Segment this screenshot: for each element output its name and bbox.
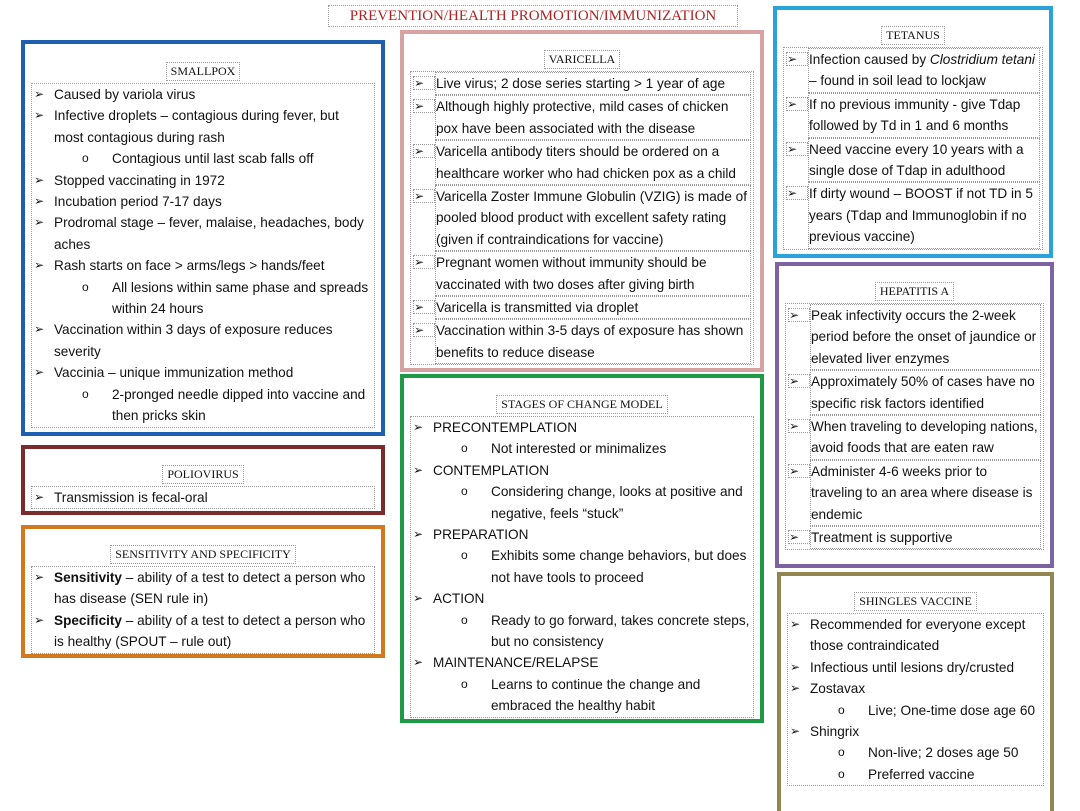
arrow-bullet-icon: ➢ <box>34 322 45 337</box>
sub-list-item-text: Considering change, looks at positive and negative, feels “stuck” <box>491 484 743 521</box>
arrow-bullet-icon: ➢ <box>413 300 435 314</box>
sub-list-item <box>413 674 751 717</box>
sub-list-item <box>34 148 372 169</box>
tetanus-list <box>783 47 1043 250</box>
sub-list-item <box>790 700 1041 721</box>
list-item-text: Infective droplets – contagious during fever, but most contagious during rash <box>54 108 339 145</box>
list-item-text: If no previous immunity - give Tdap followed by Td in 1 and 6 months <box>808 93 1040 138</box>
term-definition: – ability of a test to detect a person who has disease (SEN rule in) <box>54 570 366 607</box>
arrow-bullet-icon: ➢ <box>34 172 45 187</box>
list-item-text: Treatment is supportive <box>810 526 1041 549</box>
list-item <box>413 72 751 95</box>
arrow-bullet-icon: ➢ <box>34 258 45 273</box>
hepatitis-heading: HEPATITIS A <box>875 282 954 301</box>
poliovirus-box <box>21 445 385 515</box>
list-item <box>788 370 1041 415</box>
list-item <box>34 610 372 653</box>
list-item-text <box>54 610 372 653</box>
sub-list-item-text: Live; One-time dose age 60 <box>868 702 1036 718</box>
arrow-bullet-icon: ➢ <box>34 570 45 584</box>
list-item <box>786 138 1040 183</box>
arrow-bullet-icon: ➢ <box>790 724 801 739</box>
arrow-bullet-icon: ➢ <box>34 108 45 123</box>
sub-list-item <box>413 438 751 459</box>
arrow-bullet-icon: ➢ <box>413 255 435 269</box>
circle-bullet-icon: o <box>82 386 89 401</box>
list-item-text: Administer 4-6 weeks prior to traveling to an area where disease is endemic <box>810 460 1041 526</box>
varicella-heading: VARICELLA <box>544 50 620 69</box>
circle-bullet-icon: o <box>838 745 845 760</box>
list-item <box>786 48 1040 93</box>
list-item <box>413 296 751 319</box>
sub-list-item <box>413 481 751 524</box>
text-suffix: – found in soil lead to lockjaw <box>809 73 986 89</box>
arrow-bullet-icon: ➢ <box>788 464 810 478</box>
list-item-text: Vaccination within 3 days of exposure reduces severity <box>54 322 333 359</box>
list-item <box>413 652 751 673</box>
varicella-box <box>400 30 764 372</box>
list-item <box>413 588 751 609</box>
list-item-text <box>808 48 1040 93</box>
arrow-bullet-icon: ➢ <box>788 530 810 544</box>
sub-list-item-text: 2-pronged needle dipped into vaccine and then pricks skin <box>112 386 366 424</box>
sub-list-item-text: Ready to go forward, takes concrete steps, but no consistency <box>491 612 750 650</box>
list-item <box>413 251 751 296</box>
arrow-bullet-icon: ➢ <box>413 591 424 606</box>
list-item-text: ACTION <box>433 591 485 607</box>
list-item <box>788 460 1041 526</box>
stages-list <box>410 416 754 718</box>
list-item-text: Varicella Zoster Immune Globulin (VZIG) is made of pooled blood product with excellent safety rating (given if contraindications for vaccine) <box>435 185 751 251</box>
shingles-list <box>787 613 1044 786</box>
term-label: Specificity <box>54 612 122 628</box>
page-title: PREVENTION/HEALTH PROMOTION/IMMUNIZATION <box>328 5 738 27</box>
sub-list-item <box>413 545 751 588</box>
arrow-bullet-icon: ➢ <box>786 186 808 200</box>
list-item-text: Infectious until lesions dry/crusted <box>810 659 1015 675</box>
list-item <box>790 678 1041 699</box>
arrow-bullet-icon: ➢ <box>786 52 808 66</box>
arrow-bullet-icon: ➢ <box>786 97 808 111</box>
list-item-text: Transmission is fecal-oral <box>54 490 208 505</box>
arrow-bullet-icon: ➢ <box>413 76 435 90</box>
sensitivity-list <box>31 566 375 654</box>
shingles-box <box>777 572 1054 811</box>
list-item <box>34 319 372 362</box>
list-item-text: Pregnant women without immunity should be vaccinated with two doses after giving birth <box>435 251 751 296</box>
sub-list-item <box>790 764 1041 785</box>
smallpox-box <box>21 40 385 436</box>
sub-list-item-text: All lesions within same phase and spreads within 24 hours <box>112 279 369 317</box>
list-item <box>413 140 751 185</box>
text-prefix: Infection caused by <box>809 52 930 67</box>
stages-box <box>400 374 764 723</box>
hepatitis-list <box>785 303 1044 550</box>
sub-list-item <box>34 384 372 427</box>
arrow-bullet-icon: ➢ <box>788 419 810 433</box>
arrow-bullet-icon: ➢ <box>34 490 45 504</box>
list-item-text: CONTEMPLATION <box>433 462 550 478</box>
list-item-text: Live virus; 2 dose series starting > 1 year of age <box>435 72 751 95</box>
list-item <box>413 417 751 438</box>
smallpox-heading: SMALLPOX <box>166 62 241 81</box>
list-item-text: Stopped vaccinating in 1972 <box>54 172 225 188</box>
arrow-bullet-icon: ➢ <box>34 612 45 627</box>
list-item <box>34 105 372 148</box>
arrow-bullet-icon: ➢ <box>413 527 424 542</box>
circle-bullet-icon: o <box>838 702 845 717</box>
term-label: Sensitivity <box>54 570 122 585</box>
hepatitis-box <box>775 262 1054 568</box>
sub-list-item <box>790 742 1041 763</box>
arrow-bullet-icon: ➢ <box>790 659 801 674</box>
list-item <box>413 95 751 140</box>
arrow-bullet-icon: ➢ <box>413 462 424 477</box>
arrow-bullet-icon: ➢ <box>413 144 435 158</box>
list-item-text: Varicella is transmitted via droplet <box>435 296 751 319</box>
sub-list-item-text: Learns to continue the change and embraced the healthy habit <box>491 676 701 714</box>
term-definition: – ability of a test to detect a person who is healthy (SPOUT – rule out) <box>54 612 366 650</box>
list-item-text: Peak infectivity occurs the 2-week period before the onset of jaundice or elevated liver enzymes <box>810 304 1041 370</box>
sub-list-item-text: Exhibits some change behaviors, but does not have tools to proceed <box>491 548 747 585</box>
list-item-text: If dirty wound – BOOST if not TD in 5 years (Tdap and Immunoglobin if no previous vaccine) <box>808 182 1040 248</box>
smallpox-list <box>31 83 375 428</box>
list-item-text: Recommended for everyone except those contraindicated <box>810 617 1026 654</box>
arrow-bullet-icon: ➢ <box>34 215 45 230</box>
arrow-bullet-icon: ➢ <box>413 323 435 337</box>
list-item-text: Vaccinia – unique immunization method <box>54 365 294 381</box>
tetanus-heading: TETANUS <box>881 26 945 45</box>
arrow-bullet-icon: ➢ <box>34 87 45 101</box>
list-item <box>413 185 751 251</box>
circle-bullet-icon: o <box>461 548 468 563</box>
circle-bullet-icon: o <box>838 766 845 781</box>
arrow-bullet-icon: ➢ <box>788 374 810 388</box>
list-item <box>413 524 751 545</box>
arrow-bullet-icon: ➢ <box>34 194 45 209</box>
list-item <box>34 191 372 212</box>
poliovirus-heading: POLIOVIRUS <box>162 465 243 484</box>
list-item-text: When traveling to developing nations, avoid foods that are eaten raw <box>810 415 1041 460</box>
list-item-text: Shingrix <box>810 724 860 740</box>
shingles-heading: SHINGLES VACCINE <box>854 592 977 611</box>
tetanus-box <box>773 6 1053 258</box>
sub-list-item <box>413 610 751 653</box>
sensitivity-box <box>21 525 385 658</box>
sensitivity-heading: SENSITIVITY AND SPECIFICITY <box>110 545 296 564</box>
list-item <box>788 526 1041 549</box>
arrow-bullet-icon: ➢ <box>786 142 808 156</box>
sub-list-item-text: Preferred vaccine <box>868 766 975 782</box>
list-item <box>413 319 751 364</box>
stages-heading: STAGES OF CHANGE MODEL <box>496 395 667 414</box>
list-item-text: Zostavax <box>810 681 866 697</box>
poliovirus-list <box>31 486 375 509</box>
list-item-text: MAINTENANCE/RELAPSE <box>433 655 599 671</box>
circle-bullet-icon: o <box>82 151 89 166</box>
list-item-text: PRECONTEMPLATION <box>433 420 578 435</box>
organism-name: Clostridium tetani <box>929 52 1035 67</box>
arrow-bullet-icon: ➢ <box>413 655 424 670</box>
list-item <box>790 721 1041 742</box>
arrow-bullet-icon: ➢ <box>34 365 45 380</box>
arrow-bullet-icon: ➢ <box>413 99 435 113</box>
list-item-text: Prodromal stage – fever, malaise, headaches, body aches <box>54 215 364 252</box>
list-item <box>786 182 1040 248</box>
list-item <box>790 657 1041 678</box>
arrow-bullet-icon: ➢ <box>790 617 801 631</box>
list-item <box>34 362 372 383</box>
list-item-text: Need vaccine every 10 years with a single dose of Tdap in adulthood <box>808 138 1040 183</box>
list-item <box>34 487 372 508</box>
arrow-bullet-icon: ➢ <box>413 189 435 203</box>
list-item-text: PREPARATION <box>433 527 529 543</box>
sub-list-item-text: Non-live; 2 doses age 50 <box>868 745 1019 761</box>
arrow-bullet-icon: ➢ <box>413 420 424 434</box>
arrow-bullet-icon: ➢ <box>790 681 801 696</box>
list-item <box>788 415 1041 460</box>
circle-bullet-icon: o <box>461 441 468 456</box>
varicella-list <box>410 71 754 365</box>
list-item-text <box>54 567 372 610</box>
list-item <box>790 614 1041 657</box>
list-item <box>786 93 1040 138</box>
circle-bullet-icon: o <box>82 279 89 294</box>
list-item <box>34 212 372 255</box>
list-item <box>34 567 372 610</box>
sub-list-item <box>34 277 372 320</box>
list-item-text: Caused by variola virus <box>54 87 196 102</box>
sub-list-item-text: Not interested or minimalizes <box>491 441 667 457</box>
sub-list-item-text: Contagious until last scab falls off <box>112 151 314 167</box>
arrow-bullet-icon: ➢ <box>788 308 810 322</box>
list-item <box>34 170 372 191</box>
list-item-text: Rash starts on face > arms/legs > hands/feet <box>54 258 325 274</box>
list-item <box>34 255 372 276</box>
list-item-text: Approximately 50% of cases have no specific risk factors identified <box>810 370 1041 415</box>
list-item <box>413 460 751 481</box>
list-item-text: Vaccination within 3-5 days of exposure has shown benefits to reduce disease <box>435 319 751 364</box>
list-item-text: Incubation period 7-17 days <box>54 194 222 210</box>
list-item-text: Varicella antibody titers should be ordered on a healthcare worker who had chicken pox as a child <box>435 140 751 185</box>
list-item <box>34 84 372 105</box>
circle-bullet-icon: o <box>461 676 468 691</box>
list-item-text: Although highly protective, mild cases of chicken pox have been associated with the disease <box>435 95 751 140</box>
circle-bullet-icon: o <box>461 612 468 627</box>
circle-bullet-icon: o <box>461 484 468 499</box>
list-item <box>788 304 1041 370</box>
